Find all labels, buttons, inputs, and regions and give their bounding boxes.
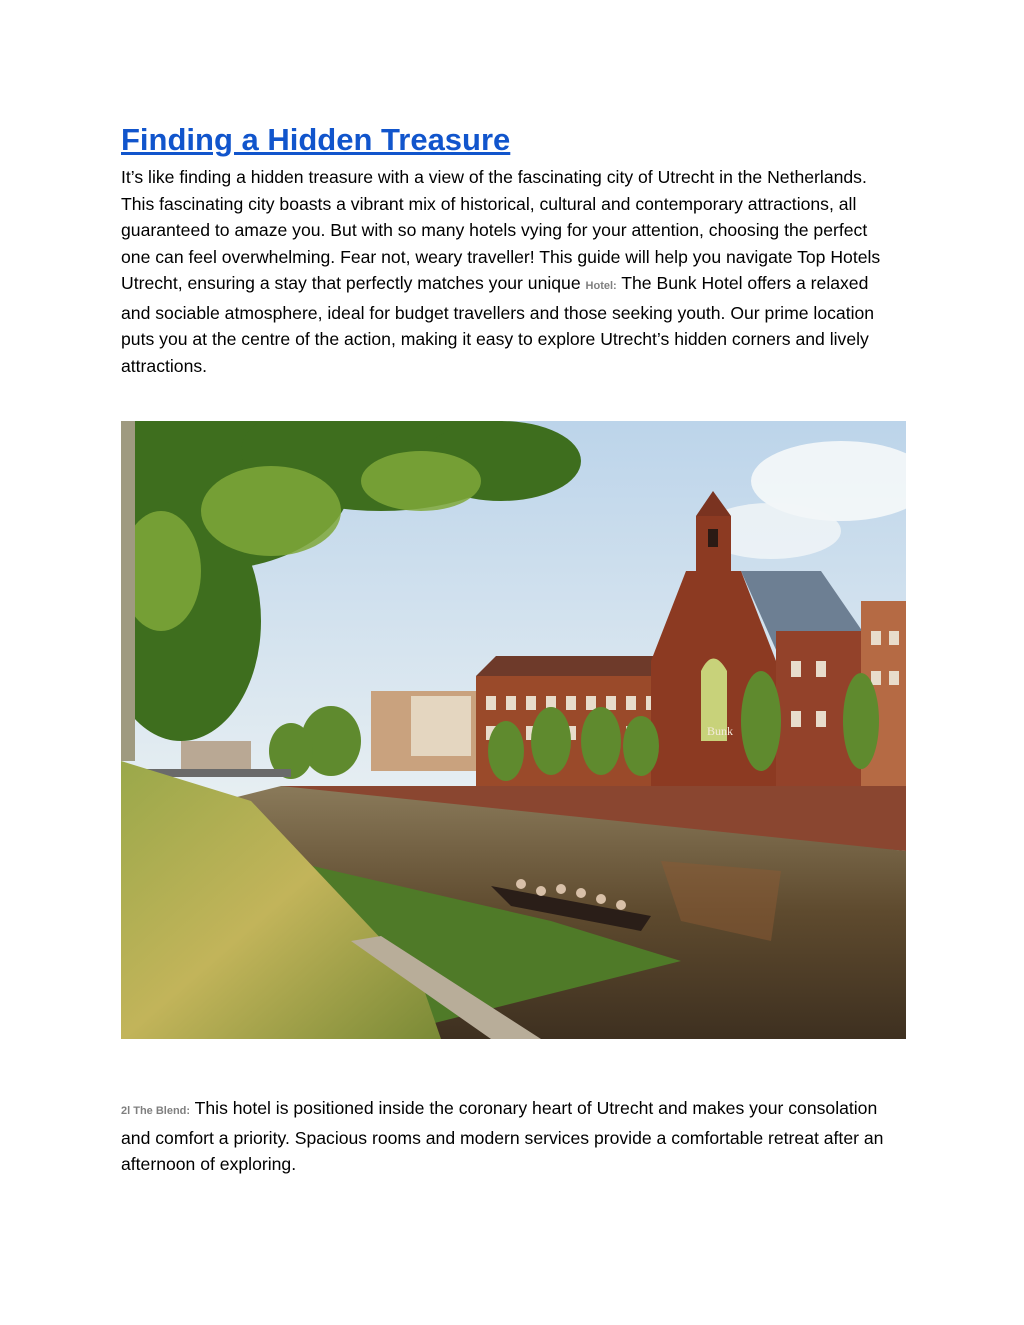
the-blend-text: This hotel is positioned inside the coronary heart of Utrecht and makes your consolation and comfort a priority. Spacious rooms and modern services provide a comfortable retreat after an afternoon of exploring.: [121, 1098, 884, 1174]
intro-paragraph: [121, 164, 891, 379]
intro-text-before-tag: It’s like finding a hidden treasure with a view of the fascinating city of Utrecht in the Netherlands. This fascinating city boasts a vibrant mix of historical, cultural and contemporary attractions, all guaranteed to amaze you. But with so many hotels vying for your attention, choosing the perfect one can feel overwhelming. Fear not, weary traveller! This guide will help you navigate Top Hotels Utrecht, ensuring a stay that perfectly matches your unique: [121, 167, 881, 293]
utrecht-canal-photo: [121, 421, 906, 1039]
intro-text-after-tag: The Bunk Hotel offers a relaxed and sociable atmosphere, ideal for budget travellers and those seeking youth. Our prime location puts you at the centre of the action, making it easy to explore Utrecht’s hidden corners and lively attractions.: [121, 273, 875, 376]
bunk-sign-text: Bunk: [707, 724, 734, 738]
the-blend-tag: 2l The Blend:: [121, 1105, 191, 1117]
intro-hotel-tag: Hotel:: [585, 280, 617, 292]
page-title-link[interactable]: Finding a Hidden Treasure: [121, 122, 511, 157]
second-paragraph: [121, 1095, 891, 1178]
